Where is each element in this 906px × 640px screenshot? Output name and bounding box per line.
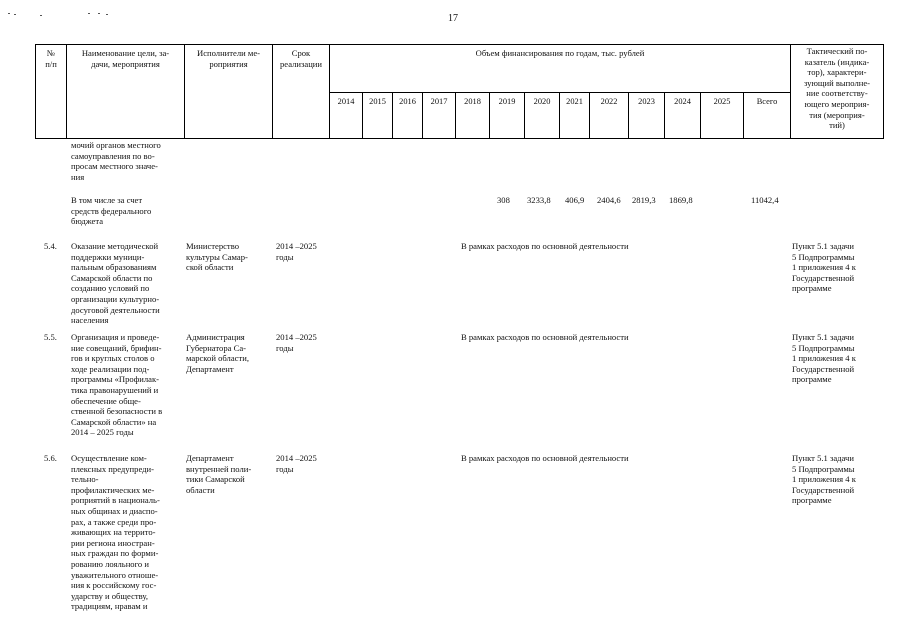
- year-2020: 2020: [533, 97, 551, 106]
- federal-value-2024: 1869,8: [669, 195, 693, 205]
- header-indicator: Тактический по- казатель (индика- тор), характери- зующий выполне- ние соответству- ющего мероприя- тия (мероприя- тий): [803, 46, 871, 131]
- row-term: 2014 –2025 годы: [276, 241, 317, 262]
- year-2019: 2019: [498, 97, 516, 106]
- row-indicator: Пункт 5.1 задачи 5 Подпрограммы 1 приложения 4 к Государственной программе: [792, 332, 856, 385]
- federal-value-total: 11042,4: [751, 195, 779, 205]
- row-name: Организация и проведе- ние совещаний, брифин- гов и круглых столов о ходе реализации под- программы «Профилак- тика правонарушений и обеспечение обще- ственной безопасности в Самарской области» на 2014 – 2025 годы: [71, 332, 163, 438]
- year-2025: 2025: [713, 97, 731, 106]
- year-2016: 2016: [399, 97, 416, 106]
- year-2021: 2021: [566, 97, 583, 106]
- federal-value-2021: 406,9: [565, 195, 585, 205]
- scan-speck: [88, 13, 90, 14]
- scan-speck: [98, 13, 100, 14]
- federal-value-2023: 2819,3: [632, 195, 656, 205]
- year-2018: 2018: [464, 97, 481, 106]
- page-number: 17: [448, 13, 458, 24]
- row-executor: Администрация Губернатора Са- марской области, Департамент: [186, 332, 249, 374]
- row-number: 5.4.: [44, 241, 57, 251]
- header-name: Наименование цели, за- дачи, мероприятия: [81, 48, 170, 69]
- row-funding-note: В рамках расходов по основной деятельности: [461, 241, 629, 251]
- scan-speck: [40, 15, 42, 16]
- year-2017: 2017: [430, 97, 448, 106]
- year-2023: 2023: [638, 97, 655, 106]
- header-term: Срок реализации: [280, 48, 322, 69]
- row-name: Оказание методической поддержки муници- пальным образованиям Самарской области по созданию условий по организации культурно- досуговой деятельности населения: [71, 241, 160, 326]
- row-number: 5.6.: [44, 453, 57, 463]
- row-funding-note: В рамках расходов по основной деятельности: [461, 453, 629, 463]
- header-funding: Объем финансирования по годам, тыс. рублей: [475, 48, 645, 58]
- continuation-text: мочий органов местного самоуправления по во- просам местного значе- ния: [71, 140, 161, 182]
- year-total: Всего: [756, 97, 778, 106]
- scan-speck: [106, 14, 108, 15]
- row-number: 5.5.: [44, 332, 57, 342]
- year-2014: 2014: [337, 97, 355, 106]
- scan-speck: [8, 13, 10, 14]
- year-2015: 2015: [369, 97, 386, 106]
- scan-speck: [14, 14, 16, 15]
- row-term: 2014 –2025 годы: [276, 332, 317, 353]
- row-term: 2014 –2025 годы: [276, 453, 317, 474]
- year-2022: 2022: [600, 97, 618, 106]
- row-indicator: Пункт 5.1 задачи 5 Подпрограммы 1 приложения 4 к Государственной программе: [792, 453, 856, 506]
- federal-value-2022: 2404,6: [597, 195, 621, 205]
- header-executors: Исполнители ме- роприятия: [196, 48, 260, 69]
- federal-value-2020: 3233,8: [527, 195, 551, 205]
- row-executor: Министерство культуры Самар- ской области: [186, 241, 248, 273]
- row-indicator: Пункт 5.1 задачи 5 Подпрограммы 1 приложения 4 к Государственной программе: [792, 241, 856, 294]
- year-2024: 2024: [674, 97, 691, 106]
- row-name: Осуществление ком- плексных предупреди- тельно- профилактических ме- роприятий в националь- ных общинах и диаспо- рах, а также среди про- живающих на террито- рии региона иностран- ных граждан по форми- рованию лояльного и уважительного отноше- ния к российскому гос- ударству и обществу, традициям, нравам и: [71, 453, 160, 612]
- federal-value-2019: 308: [497, 195, 510, 205]
- header-num: № п/п: [45, 48, 57, 69]
- row-funding-note: В рамках расходов по основной деятельности: [461, 332, 629, 342]
- row-executor: Департамент внутренней поли- тики Самарской области: [186, 453, 252, 495]
- federal-row-label: В том числе за счет средств федерального бюджета: [71, 195, 152, 227]
